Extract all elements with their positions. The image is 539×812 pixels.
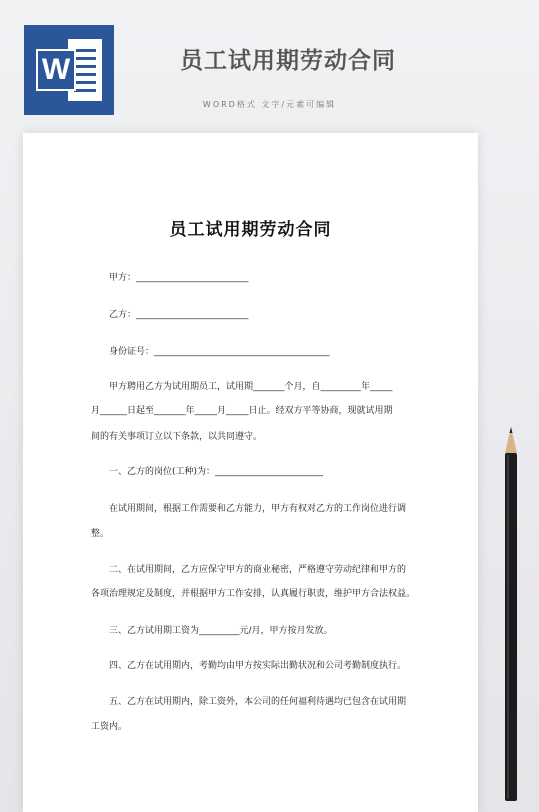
document-title: 员工试用期劳动合同 [169,220,332,240]
clause-1-line: 一、乙方的岗位(工种)为：________________________ [109,467,324,477]
party-a-line: 甲方：_________________________ [109,273,249,283]
pencil-lead [510,427,513,433]
id-number-line: 身份证号：_______________________________________ [109,347,330,357]
text-line-icon [74,49,96,52]
pencil-body [505,453,517,801]
clause-5-line: 五、乙方在试用期内，除工资外，本公司的任何福利待遇均已包含在试用期 [109,697,407,707]
text-line-icon [74,73,96,76]
text-line-icon [74,57,96,60]
paragraph-line: 甲方聘用乙方为试用期员工，试用期_______个月，自_________年_____ [109,382,393,392]
text-line-icon [74,65,96,68]
document-page [23,133,478,812]
paragraph-line: 月______日起至_______年_____月_____日止。经双方平等协商，现就试用期 [91,406,393,416]
clause-2-line: 二、在试用期间，乙方应保守甲方的商业秘密，严格遵守劳动纪律和甲方的 [109,565,407,575]
text-line-icon [74,89,96,92]
paragraph-line: 整。 [91,529,110,539]
header-title: 员工试用期劳动合同 [180,48,396,74]
clause-3-line: 三、乙方试用期工资为_________元/月，甲方按月发放。 [109,626,333,636]
paragraph-line: 在试用期间，根据工作需要和乙方能力，甲方有权对乙方的工作岗位进行调 [109,504,407,514]
paragraph-line: 间的有关事项订立以下条款，以共同遵守。 [91,432,263,442]
clause-4-line: 四、乙方在试用期内，考勤均由甲方按实际出勤状况和公司考勤制度执行。 [109,661,407,671]
paragraph-line: 工资内。 [91,722,128,732]
text-line-icon [74,81,96,84]
party-b-line: 乙方：_________________________ [109,310,249,320]
word-letter-icon: W [36,49,76,91]
pencil-image [497,425,525,805]
paragraph-line: 各项治理规定及制度，并根据甲方工作安排，认真履行职责，维护甲方合法权益。 [91,589,416,599]
header-subtitle: WORD格式 文字/元素可编辑 [202,100,337,109]
pencil-highlight [507,455,509,799]
